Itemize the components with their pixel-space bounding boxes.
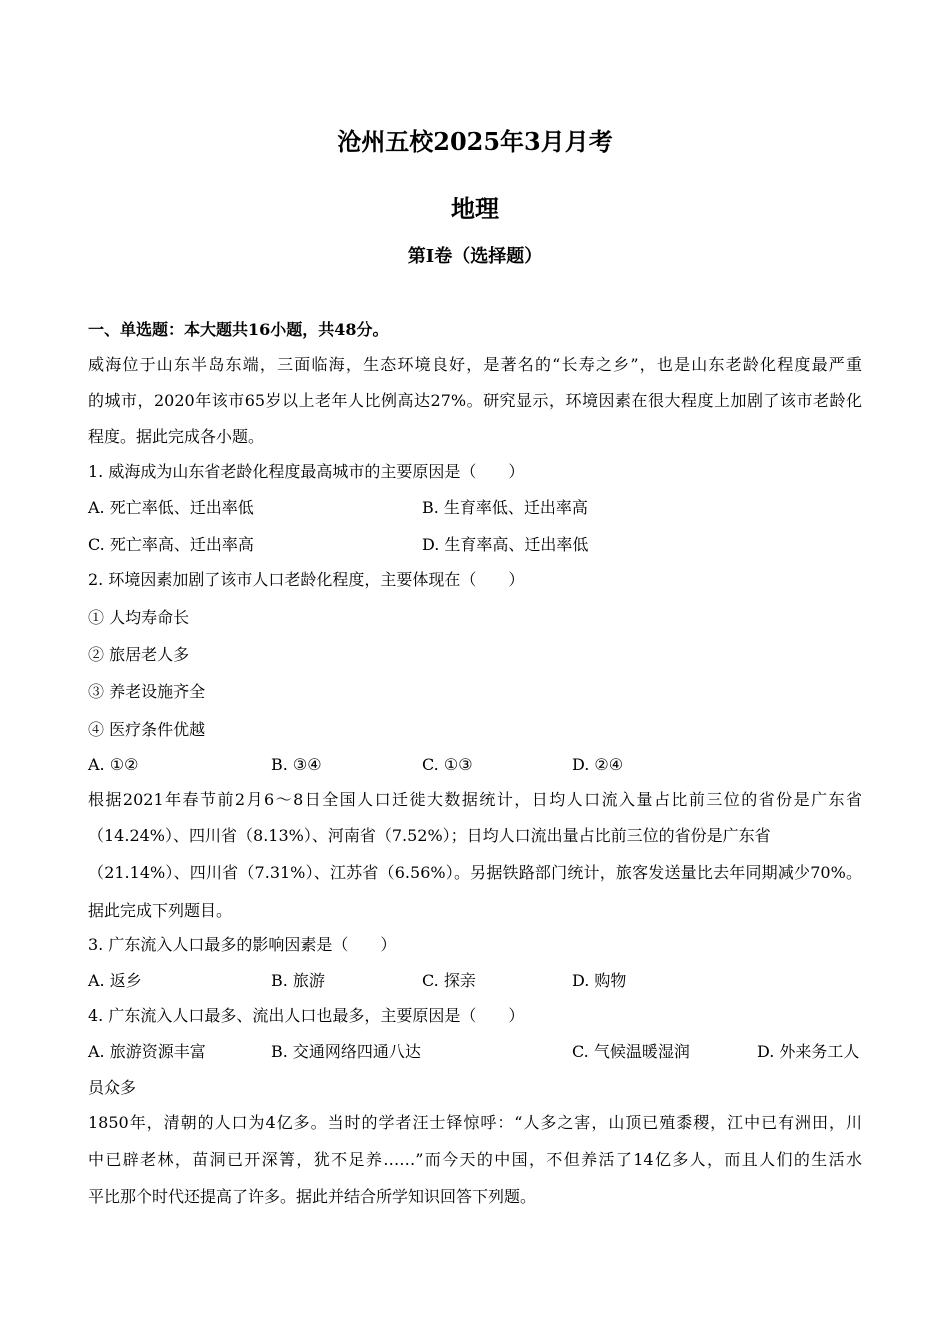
- question-4-stem: 4. 广东流入人口最多、流出人口也最多，主要原因是（ ）: [88, 1006, 525, 1025]
- q4-option-b: B. 交通网络四通八达: [271, 1042, 421, 1061]
- passage3-line: 中已辟老林，苗洞已开深箐，犹不足养……”而今天的中国，不但养活了14亿多人，而且人们的生活水: [88, 1150, 862, 1169]
- q4-option-a: A. 旅游资源丰富: [88, 1042, 206, 1061]
- q2-item: ④ 医疗条件优越: [88, 720, 206, 739]
- q4-option-d-wrap: 员众多: [88, 1078, 137, 1097]
- q1-option-c: C. 死亡率高、迁出率高: [88, 535, 254, 554]
- passage3-line: 1850年，清朝的人口为4亿多。当时的学者汪士铎惊呼：“人多之害，山顶已殖黍稷，江中已有洲田，川: [88, 1113, 862, 1132]
- question-1-stem: 1. 威海成为山东省老龄化程度最高城市的主要原因是（ ）: [88, 462, 525, 481]
- question-3-stem: 3. 广东流入人口最多的影响因素是（ ）: [88, 935, 397, 954]
- q4-option-c: C. 气候温暖湿润: [572, 1042, 690, 1061]
- q2-item: ③ 养老设施齐全: [88, 682, 206, 701]
- passage2-line: 据此完成下列题目。: [88, 901, 233, 920]
- q1-option-d: D. 生育率高、迁出率低: [422, 535, 589, 554]
- q3-option-d: D. 购物: [572, 971, 627, 990]
- section-heading: 一、单选题：本大题共16小题，共48分。: [88, 320, 389, 339]
- volume-title: 第I卷（选择题）: [407, 246, 543, 267]
- passage1-line: 的城市，2020年该市65岁以上老年人比例高达27%。研究显示，环境因素在很大程度上加剧了该市老龄化: [88, 391, 862, 410]
- passage2-line: （21.14%）、四川省（7.31%）、江苏省（6.56%）。另据铁路部门统计，旅客发送量比去年同期减少70%。: [88, 863, 862, 882]
- q2-option-b: B. ③④: [271, 755, 322, 774]
- q2-option-c: C. ①③: [422, 755, 473, 774]
- passage2-line: （14.24%）、四川省（8.13%）、河南省（7.52%）；日均人口流出量占比前三位的省份是广东省: [88, 826, 771, 845]
- q1-option-a: A. 死亡率低、迁出率低: [88, 498, 254, 517]
- q3-option-c: C. 探亲: [422, 971, 476, 990]
- q3-option-b: B. 旅游: [271, 971, 325, 990]
- q2-item: ② 旅居老人多: [88, 645, 190, 664]
- q3-option-a: A. 返乡: [88, 971, 142, 990]
- passage3-line: 平比那个时代还提高了许多。据此并结合所学知识回答下列题。: [88, 1187, 537, 1206]
- q2-option-a: A. ①②: [88, 755, 139, 774]
- q4-option-d: D. 外来务工人: [757, 1042, 860, 1061]
- passage1-line: 威海位于山东半岛东端，三面临海，生态环境良好，是著名的“长寿之乡”，也是山东老龄化程度最严重: [88, 355, 862, 374]
- question-2-stem: 2. 环境因素加剧了该市人口老龄化程度，主要体现在（ ）: [88, 570, 525, 589]
- exam-title: 沧州五校2025年3月月考: [337, 127, 613, 156]
- q2-option-d: D. ②④: [572, 755, 624, 774]
- q1-option-b: B. 生育率低、迁出率高: [422, 498, 588, 517]
- q2-item: ① 人均寿命长: [88, 608, 190, 627]
- passage1-line: 程度。据此完成各小题。: [88, 427, 265, 446]
- passage2-line: 根据2021年春节前2月6～8日全国人口迁徙大数据统计，日均人口流入量占比前三位的省份是广东省: [88, 790, 862, 809]
- subject-title: 地理: [451, 194, 499, 223]
